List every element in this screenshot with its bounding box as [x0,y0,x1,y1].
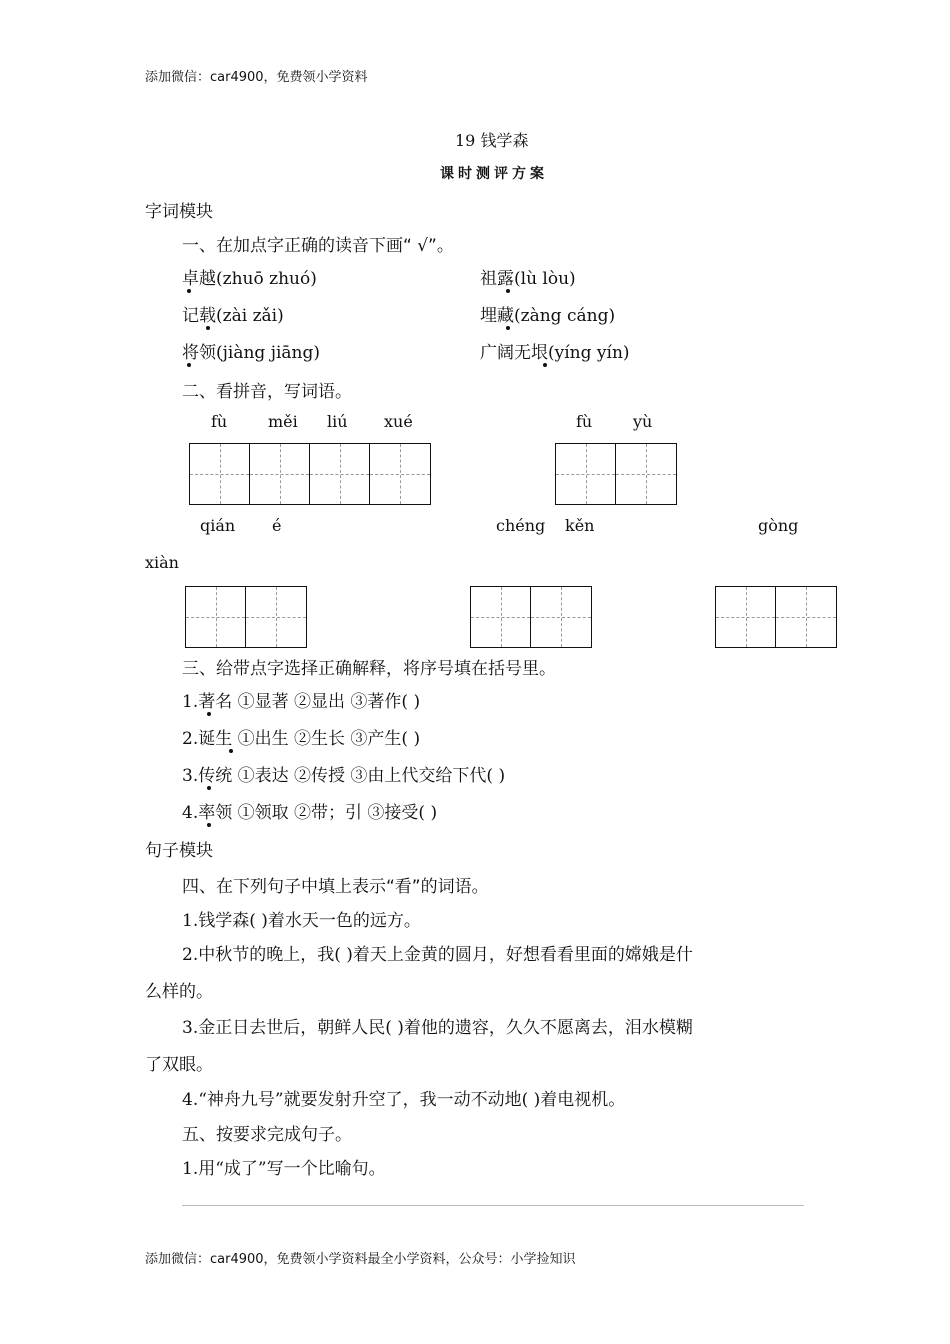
grid-cell[interactable] [616,444,676,504]
q3-heading: 三、给带点字选择正确解释，将序号填在括号里。 [182,659,556,679]
grid-cell[interactable] [370,444,430,504]
pinyin: gòng [758,516,799,535]
emphasis-dot [187,289,191,293]
page-header: 添加微信：car4900，免费领小学资料 [145,70,368,85]
grid-cell[interactable] [531,587,591,647]
q2-heading: 二、看拼音，写词语。 [182,382,352,402]
q4-sentence-cont: 了双眼。 [145,1055,213,1075]
pinyin: xué [384,412,413,431]
q4-sentence: 3.金正日去世后，朝鲜人民( )着他的遗容，久久不愿离去，泪水模糊 [182,1018,693,1038]
grid-cell[interactable] [190,444,250,504]
q1-item: 记载(zài zǎi) [182,306,284,326]
q4-heading: 四、在下列句子中填上表示“看”的词语。 [182,877,489,897]
pinyin: yù [633,412,653,431]
pinyin: xiàn [145,553,179,572]
emphasis-dot [207,712,211,716]
pinyin: é [272,516,282,535]
q3-item: 1.著名 ①显著 ②显出 ③著作( ) [182,692,421,712]
writing-grid[interactable] [470,586,592,648]
grid-cell[interactable] [556,444,616,504]
q3-item: 4.率领 ①领取 ②带；引 ③接受( ) [182,803,438,823]
emphasis-dot [207,786,211,790]
emphasis-dot [206,326,210,330]
q4-sentence-cont: 么样的。 [145,982,213,1002]
page-footer: 添加微信：car4900，免费领小学资料最全小学资料，公众号：小学捡知识 [145,1252,576,1267]
writing-grid[interactable] [189,443,431,505]
emphasis-dot [543,363,547,367]
lesson-subtitle: 课时测评方案 [440,166,548,182]
pinyin: měi [268,412,298,431]
pinyin: fù [576,412,593,431]
emphasis-dot [187,363,191,367]
section-vocabulary: 字词模块 [145,202,213,222]
emphasis-dot [506,289,510,293]
emphasis-dot [229,749,233,753]
writing-grid[interactable] [555,443,677,505]
grid-cell[interactable] [186,587,246,647]
q5-heading: 五、按要求完成句子。 [182,1125,352,1145]
q5-sentence: 1.用“成了”写一个比喻句。 [182,1159,386,1179]
pinyin: liú [327,412,348,431]
grid-cell[interactable] [776,587,836,647]
q1-item: 埋藏(zàng cáng) [480,306,616,326]
grid-cell[interactable] [471,587,531,647]
grid-cell[interactable] [716,587,776,647]
grid-cell[interactable] [246,587,306,647]
lesson-title: 19 钱学森 [455,131,529,150]
pinyin: qián [200,516,236,535]
q1-item: 广阔无垠(yíng yín) [480,343,630,363]
q1-item: 卓越(zhuō zhuó) [182,269,317,289]
q4-sentence: 4.“神舟九号”就要发射升空了，我一动不动地( )着电视机。 [182,1090,626,1110]
q1-item: 祖露(lù lòu) [480,269,576,289]
emphasis-dot [207,823,211,827]
q1-heading: 一、在加点字正确的读音下画“ √”。 [182,236,454,256]
q1-item: 将领(jiàng jiāng) [182,343,321,363]
q4-sentence: 1.钱学森( )着水天一色的远方。 [182,911,421,931]
pinyin: fù [211,412,228,431]
pinyin: kěn [565,516,595,535]
section-sentences: 句子模块 [145,841,213,861]
answer-line[interactable] [182,1205,804,1206]
q4-sentence: 2.中秋节的晚上，我( )着天上金黄的圆月，好想看看里面的嫦娥是什 [182,945,693,965]
emphasis-dot [506,326,510,330]
pinyin: chéng [496,516,546,535]
writing-grid[interactable] [715,586,837,648]
grid-cell[interactable] [250,444,310,504]
grid-cell[interactable] [310,444,370,504]
q3-item: 3.传统 ①表达 ②传授 ③由上代交给下代( ) [182,766,506,786]
q3-item: 2.诞生 ①出生 ②生长 ③产生( ) [182,729,421,749]
writing-grid[interactable] [185,586,307,648]
